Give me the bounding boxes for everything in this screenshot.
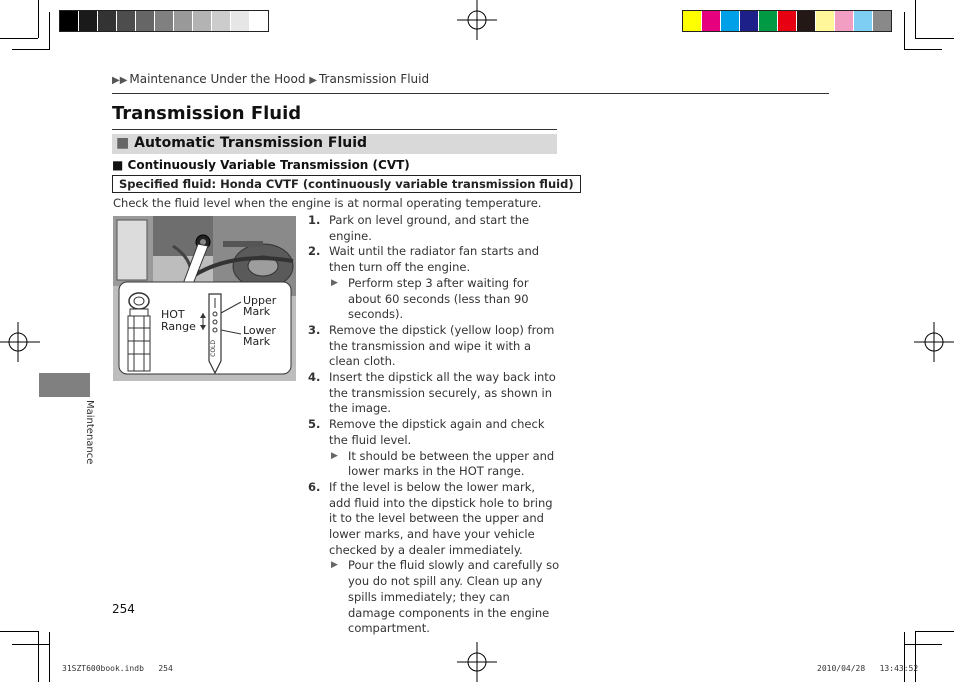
- square-bullet-icon: ■: [112, 158, 124, 172]
- crop-mark: [915, 0, 916, 38]
- color-swatch: [740, 11, 759, 31]
- step-item: [308, 244, 560, 275]
- breadcrumb-item[interactable]: Maintenance Under the Hood: [129, 72, 306, 86]
- crop-mark: [38, 0, 39, 38]
- breadcrumb-arrow-icon: ▶: [309, 75, 317, 86]
- registration-mark-icon: [457, 0, 497, 40]
- step-number: 2.: [308, 244, 321, 259]
- crop-mark: [0, 38, 38, 39]
- crop-mark: [49, 632, 50, 682]
- header-divider: [112, 93, 829, 94]
- dipstick-figure: [113, 216, 296, 381]
- step-number: 1.: [308, 213, 321, 227]
- color-swatch: [854, 11, 873, 31]
- specified-fluid-box: Specified fluid: Honda CVTF (continuously variable transmission fluid): [112, 175, 581, 193]
- chapter-tab: [39, 373, 90, 397]
- color-swatch: [174, 11, 193, 31]
- step-item: [308, 480, 560, 559]
- step-text: Remove the dipstick (yellow loop) from the transmission and wipe it with a clean cloth.: [329, 322, 555, 369]
- color-swatch: [193, 11, 212, 31]
- upper-mark-label: Upper Mark: [243, 294, 277, 318]
- step-number: 4.: [308, 370, 321, 385]
- color-swatch: [98, 11, 117, 31]
- step-text: Wait until the radiator fan starts and then turn off the engine.: [329, 244, 540, 275]
- print-timestamp: 2010/04/28 13:43:52: [817, 664, 919, 673]
- chapter-tab-label: Maintenance: [84, 400, 95, 465]
- step-item: [308, 417, 560, 448]
- registration-mark-icon: [0, 322, 40, 362]
- color-swatch: [873, 11, 891, 31]
- color-swatch: [835, 11, 854, 31]
- crop-mark: [0, 631, 38, 632]
- step-note: [308, 558, 560, 637]
- step-note-text: It should be between the upper and lower marks in the HOT range.: [348, 448, 555, 479]
- page-title: Transmission Fluid: [112, 103, 302, 124]
- crop-mark: [12, 644, 50, 645]
- dipstick-cold-marking: COLD: [210, 340, 217, 357]
- step-text: Insert the dipstick all the way back into the transmission securely, as shown in the image.: [329, 370, 556, 416]
- color-swatch: [155, 11, 174, 31]
- lower-mark-label: Lower Mark: [243, 324, 276, 348]
- color-swatch: [231, 11, 250, 31]
- step-item: [308, 213, 560, 244]
- crop-mark: [915, 38, 954, 39]
- note-arrow-icon: ▶: [331, 277, 338, 288]
- step-item: [308, 370, 560, 417]
- registration-mark-icon: [914, 322, 954, 362]
- color-swatch: [778, 11, 797, 31]
- section-heading: [116, 135, 367, 151]
- color-swatch: [816, 11, 835, 31]
- step-note-text: Perform step 3 after waiting for about 60 seconds (less than 90 seconds).: [348, 275, 529, 322]
- intro-text: Check the fluid level when the engine is at normal operating temperature.: [113, 196, 542, 210]
- hot-range-label: HOT Range: [161, 308, 196, 333]
- color-swatch: [683, 11, 702, 31]
- procedure-steps: [308, 213, 560, 637]
- subsection-heading-text: Continuously Variable Transmission (CVT): [127, 158, 410, 172]
- color-swatch: [79, 11, 98, 31]
- step-text: Remove the dipstick again and check the fluid level.: [329, 417, 545, 447]
- color-swatch: [212, 11, 231, 31]
- color-swatch: [797, 11, 816, 31]
- color-swatch: [136, 11, 155, 31]
- crop-mark: [904, 49, 942, 50]
- step-text: Park on level ground, and start the engine.: [329, 213, 530, 243]
- section-heading-text: Automatic Transmission Fluid: [134, 135, 368, 151]
- crop-mark: [904, 12, 905, 50]
- color-swatch: [117, 11, 136, 31]
- color-swatch: [721, 11, 740, 31]
- color-swatch: [759, 11, 778, 31]
- gray-swatch-strip: [59, 10, 269, 32]
- color-swatch: [60, 11, 79, 31]
- crop-mark: [915, 631, 954, 632]
- step-number: 5.: [308, 417, 321, 432]
- crop-mark: [12, 49, 50, 50]
- note-arrow-icon: ▶: [331, 560, 338, 571]
- color-swatch-strip: [682, 10, 892, 32]
- crop-mark: [38, 631, 39, 682]
- step-note-text: Pour the fluid slowly and carefully so you do not spill any. Clean up any spills immediately; they can damage components in the engine compartment.: [348, 558, 560, 636]
- note-arrow-icon: ▶: [331, 450, 338, 461]
- breadcrumb: [112, 72, 429, 86]
- step-note: [308, 276, 560, 323]
- registration-mark-icon: [457, 642, 497, 682]
- step-note: [308, 449, 560, 480]
- breadcrumb-arrow-icon: ▶▶: [112, 75, 128, 86]
- square-bullet-icon: ■: [116, 135, 130, 151]
- print-file-info: 31SZT600book.indb 254: [62, 664, 173, 673]
- page-number: 254: [112, 602, 135, 616]
- subsection-heading: [112, 158, 410, 172]
- crop-mark: [915, 631, 916, 682]
- step-text: If the level is below the lower mark, add fluid into the dipstick hole to bring it to the level between the upper and lower marks, and have your vehicle checked by a dealer immediately.: [329, 479, 553, 557]
- crop-mark: [904, 632, 905, 682]
- color-swatch: [250, 11, 268, 31]
- step-number: 6.: [308, 479, 321, 494]
- crop-mark: [49, 12, 50, 50]
- step-item: [308, 323, 560, 370]
- color-swatch: [702, 11, 721, 31]
- crop-mark: [904, 644, 942, 645]
- breadcrumb-item[interactable]: Transmission Fluid: [318, 72, 430, 86]
- step-number: 3.: [308, 322, 321, 337]
- title-divider: [112, 129, 557, 130]
